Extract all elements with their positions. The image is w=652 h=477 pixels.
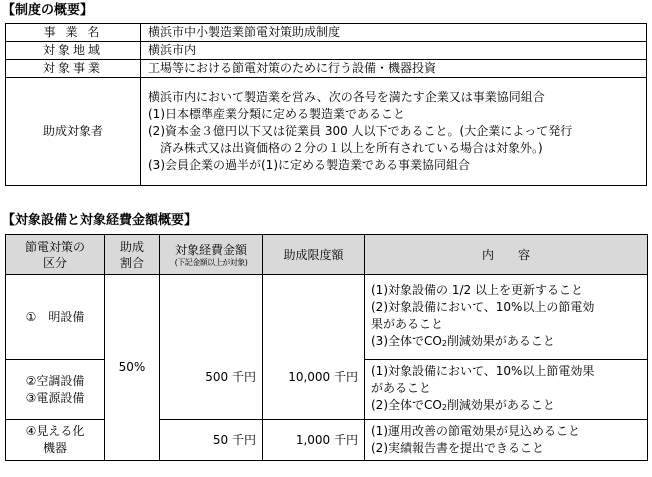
co2-line: (3)全体で$CO_2$削減効果があること bbox=[371, 334, 555, 348]
table-row bbox=[6, 275, 648, 360]
co2-line: (2)全体で$CO_2$削減効果があること bbox=[371, 398, 555, 412]
row-label: 対象地域 bbox=[6, 42, 141, 60]
header-cost: 対象経費金額 (下記金額以上が対象) bbox=[160, 235, 263, 275]
content-cell: (1)対象設備において、10%以上節電効果 があること (2)全体で$CO_2$削減効果があること bbox=[365, 360, 648, 420]
header-limit: 助成限度額 bbox=[263, 235, 365, 275]
rate-cell: 50% bbox=[105, 275, 160, 461]
table-row bbox=[6, 60, 647, 78]
category-cell: ②空調設備 ③電源設備 bbox=[6, 360, 105, 420]
table-row bbox=[6, 42, 647, 60]
row-value: 横浜市内 bbox=[141, 42, 647, 60]
cost-cell: 50 千円 bbox=[160, 420, 263, 461]
row-value bbox=[141, 78, 647, 186]
overview-heading: 【制度の概要】 bbox=[2, 3, 94, 18]
table-row bbox=[6, 78, 647, 186]
header-content: 内 容 bbox=[365, 235, 648, 275]
cost-cell: 500 千円 bbox=[160, 275, 263, 420]
content-cell: (1)運用改善の節電効果が見込めること (2)実績報告書を提出できること bbox=[365, 420, 648, 461]
target-line: 横浜市内において製造業を営み、次の各号を満たす企業又は事業協同組合 bbox=[148, 90, 545, 104]
row-label: 対象事業 bbox=[6, 60, 141, 78]
row-value: 横浜市中小製造業節電対策助成制度 bbox=[141, 24, 647, 42]
row-value: 工場等における節電対策のために行う設備・機器投資 bbox=[141, 60, 647, 78]
target-line: 済み株式又は出資価格の２分の１以上を所有されている場合は対象外。) bbox=[160, 141, 543, 155]
content-cell: (1)対象設備の 1/2 以上を更新すること (2)対象設備において、10%以上の節電効 果があること (3)全体で$CO_2$削減効果があること bbox=[365, 275, 648, 360]
row-label: 事 業 名 bbox=[6, 24, 141, 42]
table-row bbox=[6, 420, 648, 461]
header-rate: 助成 割合 bbox=[105, 235, 160, 275]
header-cost-note: (下記金額以上が対象) bbox=[174, 257, 248, 267]
limit-cell: 10,000 千円 bbox=[263, 275, 365, 420]
target-line: (2)資本金３億円以下又は従業員 300 人以下であること。(大企業によって発行 bbox=[148, 124, 573, 138]
category-cell: ④見える化 機器 bbox=[6, 420, 105, 461]
header-row bbox=[6, 235, 648, 275]
equipment-table bbox=[5, 234, 648, 461]
overview-table bbox=[5, 23, 647, 186]
limit-cell: 1,000 千円 bbox=[263, 420, 365, 461]
equipment-heading: 【対象設備と対象経費金額概要】 bbox=[2, 213, 198, 228]
target-line: (1)日本標準産業分類に定める製造業であること bbox=[148, 107, 405, 121]
row-label: 助成対象者 bbox=[6, 78, 141, 186]
table-row bbox=[6, 24, 647, 42]
target-line: (3)会員企業の過半が(1)に定める製造業である事業協同組合 bbox=[148, 158, 470, 172]
category-cell: ① 明設備 bbox=[6, 275, 105, 360]
header-category: 節電対策の 区分 bbox=[6, 235, 105, 275]
